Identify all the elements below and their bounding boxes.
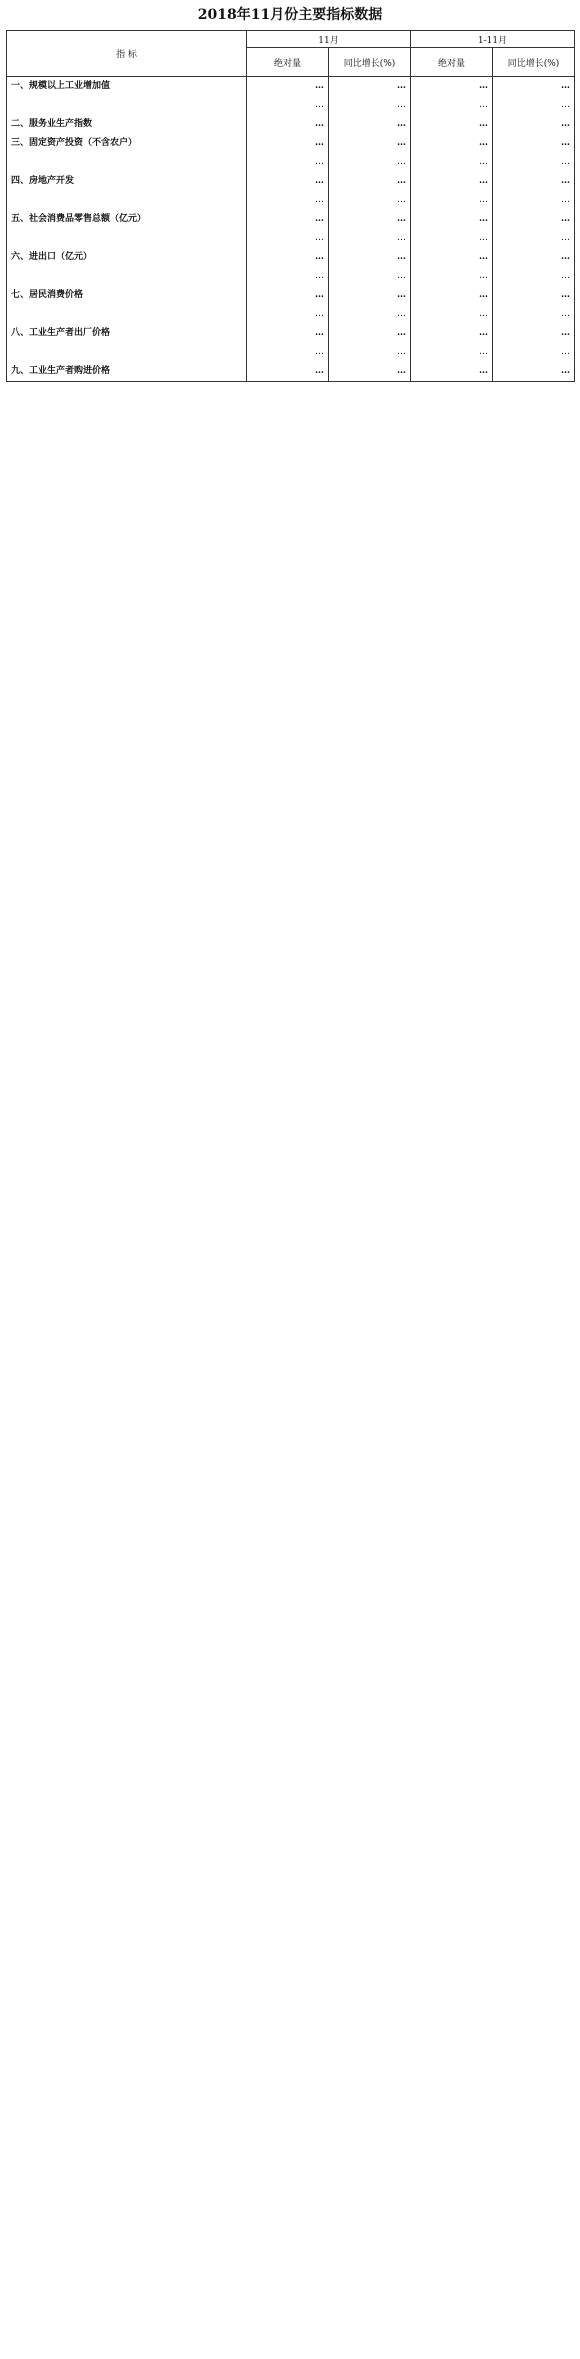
row-label: 一、规模以上工业增加值	[7, 77, 247, 97]
month-growth-cell: …	[329, 229, 411, 248]
ytd-absolute-cell: …	[411, 305, 493, 324]
row-label	[7, 229, 247, 248]
row-label	[7, 96, 247, 115]
row-label: 三、固定资产投资（不含农户）	[7, 134, 247, 153]
month-absolute-cell: …	[247, 115, 329, 134]
table-row	[7, 191, 575, 210]
ytd-absolute-cell: …	[411, 115, 493, 134]
row-label	[7, 305, 247, 324]
month-growth-cell: …	[329, 286, 411, 305]
ytd-absolute-cell: …	[411, 210, 493, 229]
table-row	[7, 153, 575, 172]
ytd-growth-cell: …	[493, 248, 575, 267]
ytd-growth-cell: …	[493, 305, 575, 324]
row-label: 七、居民消费价格	[7, 286, 247, 305]
month-absolute-cell: …	[247, 248, 329, 267]
ytd-absolute-cell: …	[411, 267, 493, 286]
row-label	[7, 153, 247, 172]
ytd-absolute-cell: …	[411, 343, 493, 362]
ytd-growth-cell: …	[493, 286, 575, 305]
section-row	[7, 134, 575, 153]
section-row	[7, 248, 575, 267]
table-row	[7, 267, 575, 286]
row-label: 九、工业生产者购进价格	[7, 362, 247, 382]
period-month-header: 11月	[247, 31, 411, 48]
ytd-absolute-cell: …	[411, 77, 493, 97]
month-absolute-cell: …	[247, 305, 329, 324]
ytd-absolute-header: 绝对量	[411, 48, 493, 77]
month-absolute-cell: …	[247, 229, 329, 248]
ytd-growth-cell: …	[493, 324, 575, 343]
section-row	[7, 324, 575, 343]
ytd-growth-cell: …	[493, 210, 575, 229]
indicator-header: 指 标	[7, 31, 247, 77]
month-absolute-cell: …	[247, 153, 329, 172]
table-header	[7, 31, 575, 77]
section-row	[7, 362, 575, 382]
month-growth-cell: …	[329, 248, 411, 267]
period-ytd-header: 1-11月	[411, 31, 575, 48]
month-growth-cell: …	[329, 172, 411, 191]
month-absolute-cell: …	[247, 191, 329, 210]
ytd-absolute-cell: …	[411, 362, 493, 382]
ytd-absolute-cell: …	[411, 153, 493, 172]
row-label	[7, 267, 247, 286]
month-growth-cell: …	[329, 305, 411, 324]
ytd-absolute-cell: …	[411, 134, 493, 153]
ytd-growth-cell: …	[493, 115, 575, 134]
section-row	[7, 210, 575, 229]
ytd-growth-cell: …	[493, 267, 575, 286]
section-row	[7, 172, 575, 191]
month-growth-cell: …	[329, 210, 411, 229]
footnotes	[10, 386, 570, 431]
footnote-line	[10, 416, 570, 431]
month-growth-cell: …	[329, 267, 411, 286]
table-row	[7, 343, 575, 362]
page-title: 2018年11月份主要指标数据	[197, 7, 383, 23]
month-growth-cell: …	[329, 153, 411, 172]
month-absolute-cell: …	[247, 324, 329, 343]
month-growth-cell: …	[329, 77, 411, 97]
row-label: 六、进出口（亿元）	[7, 248, 247, 267]
ytd-absolute-cell: …	[411, 248, 493, 267]
month-absolute-cell: …	[247, 96, 329, 115]
row-label: 五、社会消费品零售总额（亿元）	[7, 210, 247, 229]
ytd-growth-cell: …	[493, 96, 575, 115]
month-absolute-cell: …	[247, 267, 329, 286]
indicator-table	[6, 30, 575, 382]
footnote-line	[10, 401, 570, 416]
ytd-absolute-cell: …	[411, 172, 493, 191]
month-absolute-cell: …	[247, 362, 329, 382]
month-growth-cell: …	[329, 324, 411, 343]
month-absolute-cell: …	[247, 77, 329, 97]
ytd-growth-cell: …	[493, 343, 575, 362]
row-label: 八、工业生产者出厂价格	[7, 324, 247, 343]
table-row	[7, 305, 575, 324]
ytd-growth-header: 同比增长(%)	[493, 48, 575, 77]
month-growth-header: 同比增长(%)	[329, 48, 411, 77]
ytd-absolute-cell: …	[411, 286, 493, 305]
ytd-absolute-cell: …	[411, 229, 493, 248]
ytd-growth-cell: …	[493, 172, 575, 191]
table-body	[7, 77, 575, 382]
section-row	[7, 286, 575, 305]
month-growth-cell: …	[329, 96, 411, 115]
month-growth-cell: …	[329, 362, 411, 382]
section-row	[7, 115, 575, 134]
row-label: 四、房地产开发	[7, 172, 247, 191]
month-absolute-cell: …	[247, 210, 329, 229]
table-row	[7, 96, 575, 115]
month-absolute-cell: …	[247, 172, 329, 191]
month-growth-cell: …	[329, 343, 411, 362]
row-label	[7, 343, 247, 362]
month-absolute-cell: …	[247, 134, 329, 153]
section-row	[7, 77, 575, 97]
row-label	[7, 191, 247, 210]
month-absolute-cell: …	[247, 343, 329, 362]
month-absolute-header: 绝对量	[247, 48, 329, 77]
ytd-growth-cell: …	[493, 77, 575, 97]
row-label: 二、服务业生产指数	[7, 115, 247, 134]
ytd-growth-cell: …	[493, 153, 575, 172]
ytd-growth-cell: …	[493, 229, 575, 248]
ytd-absolute-cell: …	[411, 324, 493, 343]
month-growth-cell: …	[329, 115, 411, 134]
month-growth-cell: …	[329, 134, 411, 153]
table-row	[7, 229, 575, 248]
month-absolute-cell: …	[247, 286, 329, 305]
ytd-growth-cell: …	[493, 191, 575, 210]
month-growth-cell: …	[329, 191, 411, 210]
ytd-growth-cell: …	[493, 134, 575, 153]
footnote-line	[10, 386, 570, 401]
ytd-absolute-cell: …	[411, 96, 493, 115]
ytd-absolute-cell: …	[411, 191, 493, 210]
ytd-growth-cell: …	[493, 362, 575, 382]
